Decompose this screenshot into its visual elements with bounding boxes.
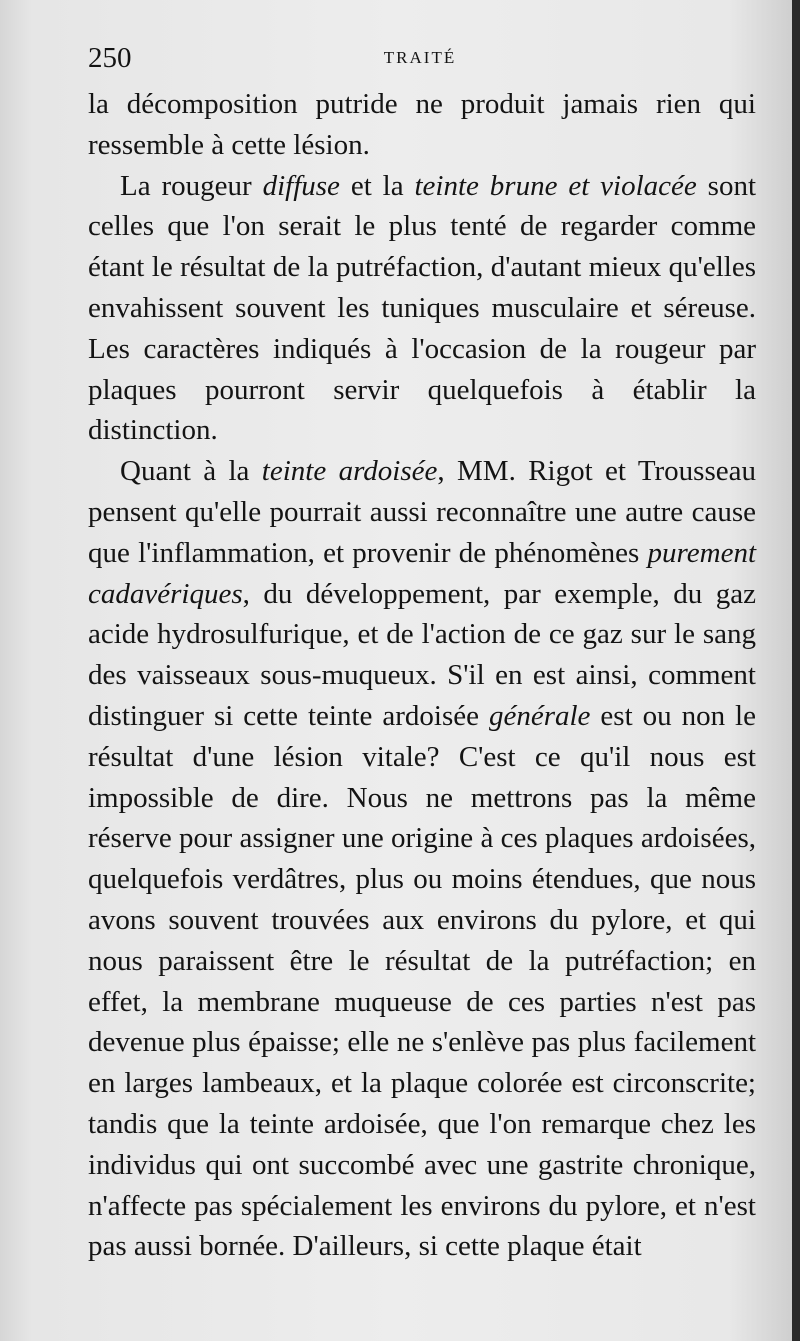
running-title: TRAITÉ: [383, 48, 457, 67]
paragraph-2-italic-1: diffuse: [262, 169, 340, 202]
paragraph-3-italic-1: teinte ardoisée: [261, 455, 438, 488]
paragraph-2: [88, 166, 756, 452]
paragraph-2-italic-2: teinte brune et violacée: [414, 169, 697, 202]
paragraph-3-text-1: Quant à la: [120, 455, 262, 488]
paragraph-3-text-2: , MM. Rigot et Trousseau pensent qu'elle pourrait aussi reconnaître une autre cause que l'inflammation, et provenir de phénomènes: [88, 455, 756, 569]
page-header: [88, 36, 752, 76]
paragraph-1: [88, 84, 756, 166]
page-number: 250: [88, 42, 132, 74]
paragraph-1-text: la décomposition putride ne produit jamais rien qui ressemble à cette lésion.: [88, 88, 756, 161]
paragraph-3: [88, 451, 756, 1267]
paragraph-3-italic-2: purement cadavériques: [88, 536, 756, 610]
paragraph-2-text-2: et la: [339, 169, 415, 202]
paragraph-3-text-3: , du développement, par exemple, du gaz acide hydrosulfurique, et de l'action de ce gaz sur le sang des vaisseaux sous-muqueux. S'il en est ainsi, comment distinguer si cette teinte ardoisée: [88, 577, 756, 732]
body-text: [88, 84, 756, 1267]
paragraph-2-text-3: sont celles que l'on serait le plus tenté de regarder comme étant le résultat de la putréfaction, d'autant mieux qu'elles envahissent souvent les tuniques musculaire et séreuse. Les caractères indiqués à l'occasion de la rougeur par plaques pourront servir quelquefois à établir la distinction.: [88, 169, 757, 447]
paragraph-3-text-4: est ou non le résultat d'une lésion vitale? C'est ce qu'il nous est impossible de dire. Nous ne mettrons pas la même réserve pour assigner une origine à ces plaques ardoisées, quelquefois verdâtres, plus ou moins étendues, que nous avons souvent trouvées aux environs du pylore, et qui nous paraissent être le résultat de la putréfaction; en effet, la membrane muqueuse de ces parties n'est pas devenue plus épaisse; elle ne s'enlève pas plus facilement en larges lambeaux, et la plaque colorée est circonscrite; tandis que la teinte ardoisée, que l'on remarque chez les individus qui ont succombé avec une gastrite chronique, n'affecte pas spécialement les environs du pylore, et n'est pas aussi bornée. D'ailleurs, si cette plaque était: [88, 699, 756, 1263]
paragraph-3-italic-3: générale: [488, 699, 591, 732]
paragraph-2-text-1: La rougeur: [120, 169, 263, 202]
